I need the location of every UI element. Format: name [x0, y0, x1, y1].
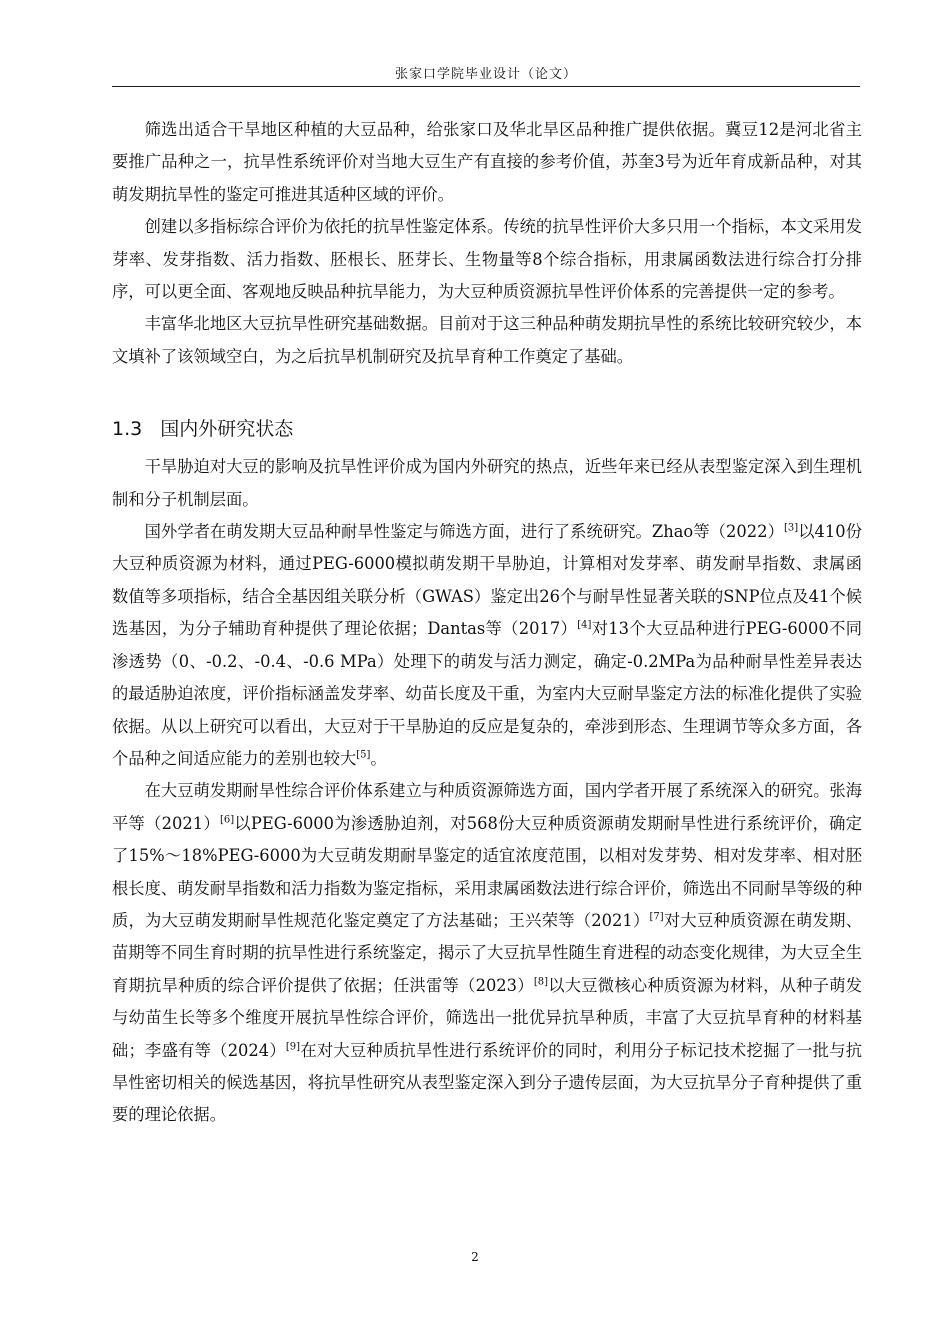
text-run: 以410份大豆种质资源为材料，通过PEG-6000模拟萌发期干旱胁迫，计算相对发芽率、萌发耐旱指数、隶属函数值等多项指标，结合全基因组关联分析（GWAS）鉴定出26个与耐旱性显著关联的SNP位点及41个候选基因，为分子辅助育种提供了理论依据；Dantas等（2017）	[112, 522, 863, 639]
section-heading	[112, 415, 862, 443]
paragraph-domestic-research	[112, 775, 862, 1131]
paragraph-basic-data: 丰富华北地区大豆抗旱性研究基础数据。目前对于这三种品种萌发期抗旱性的系统比较研究较少，本文填补了该领域空白，为之后抗旱机制研究及抗旱育种工作奠定了基础。	[112, 314, 862, 366]
citation-ref: [4]	[577, 619, 592, 631]
text-run: 对13个大豆品种进行PEG-6000不同渗透势（0、-0.2、-0.4、-0.6 MPa）处理下的萌发与活力测定，确定-0.2MPa为品种耐旱性差异表达的最适胁迫浓度，评价指标涵盖发芽率、幼苗长度及干重，为室内大豆耐旱鉴定方法的标准化提供了实验依据。从以上研究可以看出，大豆对于干旱胁迫的反应是复杂的，牵涉到形态、生理调节等众多方面，各个品种之间适应能力的差别也较大	[112, 619, 862, 768]
running-header: 张家口学院毕业设计（论文）	[394, 67, 577, 82]
text-run: 以大豆微核心种质资源为材料，从种子萌发与幼苗生长等多个维度开展抗旱性综合评价，筛选出一批优异抗旱种质，丰富了大豆抗旱育种的材料基础；李盛有等（2024）	[112, 975, 862, 1060]
citation-ref: [9]	[285, 1041, 301, 1053]
paragraph-research-overview: 干旱胁迫对大豆的影响及抗旱性评价成为国内外研究的热点，近些年来已经从表型鉴定深入到生理机制和分子机制层面。	[112, 457, 862, 509]
citation-ref: [8]	[533, 976, 548, 988]
citation-ref: [5]	[356, 749, 371, 761]
text-run: 对大豆种质资源在萌发期、苗期等不同生育时期的抗旱性进行系统鉴定，揭示了大豆抗旱性随生育进程的动态变化规律，为大豆全生育期抗旱种质的综合评价提供了依据；任洪雷等（2023）	[112, 910, 862, 995]
citation-ref: [6]	[219, 814, 235, 826]
text-run: 在大豆萌发期耐旱性综合评价体系建立与种质资源筛选方面，国内学者开展了系统深入的研究。张海平等（2021）	[112, 781, 862, 833]
section-title: 国内外研究状态	[160, 418, 294, 441]
section-number: 1.3	[112, 418, 143, 441]
citation-ref: [3]	[783, 522, 799, 534]
paragraph-foreign-research	[112, 516, 862, 775]
text-run: 国外学者在萌发期大豆品种耐旱性鉴定与筛选方面，进行了系统研究。Zhao等（2022）	[144, 522, 784, 542]
header-rule	[112, 86, 860, 87]
text-run: 以PEG-6000为渗透胁迫剂，对568份大豆种质资源萌发期耐旱性进行系统评价，确定了15%～18%PEG-6000为大豆萌发期耐旱鉴定的适宜浓度范围，以相对发芽势、相对发芽率、相对胚根长度、萌发耐旱指数和活力指数为鉴定指标，采用隶属函数法进行综合评价，筛选出不同耐旱等级的种质，为大豆萌发期耐旱性规范化鉴定奠定了方法基础；王兴荣等（2021）	[112, 813, 863, 930]
text-run: 在对大豆种质抗旱性进行系统评价的同时，利用分子标记技术挖掘了一批与抗旱性密切相关的候选基因，将抗旱性研究从表型鉴定深入到分子遗传层面，为大豆抗旱分子育种提供了重要的理论依据。	[112, 1040, 862, 1125]
paragraph-evaluation-system: 创建以多指标综合评价为依托的抗旱性鉴定体系。传统的抗旱性评价大多只用一个指标，本文采用发芽率、发芽指数、活力指数、胚根长、胚芽长、生物量等8个综合指标，用隶属函数法进行综合打分排序，可以更全面、客观地反映品种抗旱能力，为大豆种质资源抗旱性评价体系的完善提供一定的参考。	[112, 217, 862, 302]
body-text	[112, 114, 862, 1132]
page-number: 2	[471, 1250, 479, 1264]
citation-ref: [7]	[649, 911, 664, 923]
text-run: 。	[370, 748, 387, 768]
paragraph-cultivar-screening: 筛选出适合干旱地区种植的大豆品种，给张家口及华北旱区品种推广提供依据。冀豆12是河北省主要推广品种之一，抗旱性系统评价对当地大豆生产有直接的参考价值，苏奎3号为近年育成新品种，对其萌发期抗旱性的鉴定可推进其适种区域的评价。	[112, 120, 862, 204]
